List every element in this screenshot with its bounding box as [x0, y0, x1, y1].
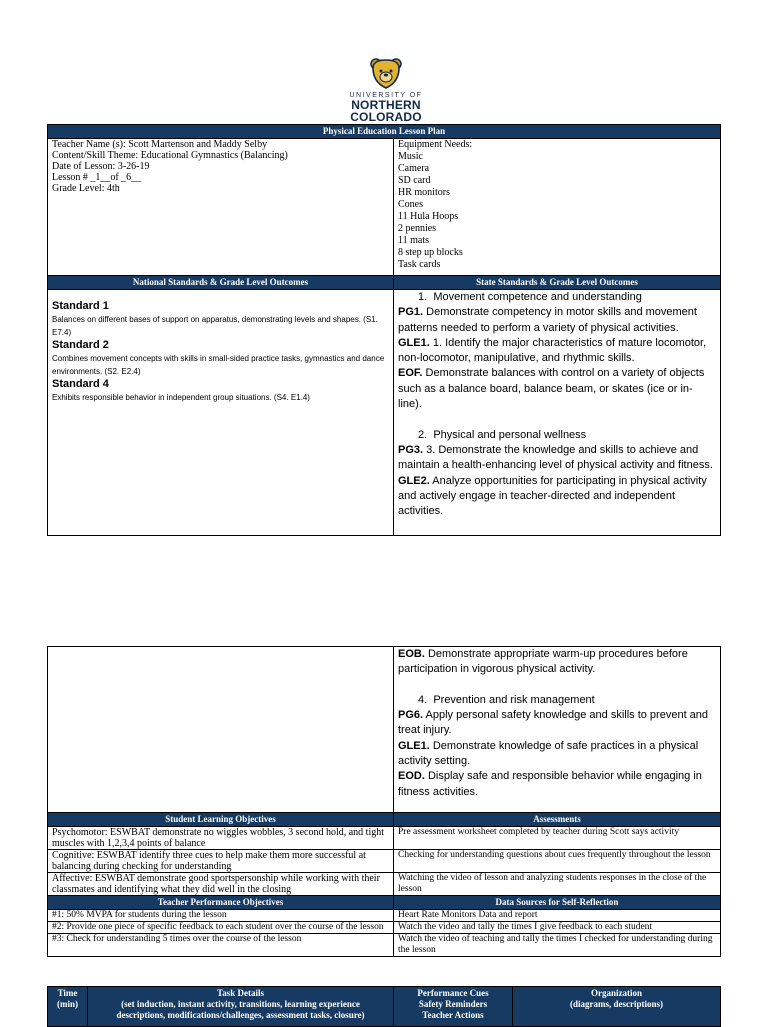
- organization-header: Organization (diagrams, descriptions): [513, 987, 721, 1027]
- standard-title: Standard 4: [52, 378, 109, 390]
- state-section-heading: 4. Prevention and risk management: [418, 693, 595, 706]
- state-standards-header: State Standards & Grade Level Outcomes: [394, 276, 721, 290]
- equipment-line: 11 mats: [398, 235, 430, 246]
- slo-header: Student Learning Objectives: [48, 813, 394, 827]
- equipment-line: HR monitors: [398, 187, 450, 198]
- equipment-line: 8 step up blocks: [398, 247, 463, 258]
- task-details-header: Task Details (set induction, instant activity, transitions, learning experience descriptions, modifications/challenges, assessment tasks, closure): [88, 987, 394, 1027]
- assessment-cognitive: Checking for understanding questions about cues frequently throughout the lesson: [394, 850, 721, 873]
- slo-affective: Affective: ESWBAT demonstrate good sportspersonship while working with their classmates and identifying what they did well in the closing: [48, 873, 394, 896]
- teacher-info-cell: [48, 139, 394, 276]
- tpo-1: #1: 50% MVPA for students during the lesson: [48, 910, 394, 922]
- standard-title: Standard 1: [52, 300, 109, 312]
- standard-text: Combines movement concepts with skills in small-sided practice tasks, gymnastics and dance environments. (S2. E2.4): [52, 354, 385, 376]
- bear-mascot-icon: [369, 56, 403, 90]
- tpo-3: #3: Check for understanding 5 times over the course of the lesson: [48, 934, 394, 957]
- state-standard-item: PG3. 3. Demonstrate the knowledge and skills to achieve and maintain a health-enhancing level of physical activity and fitness.: [398, 443, 713, 472]
- lesson-plan-title: Physical Education Lesson Plan: [48, 125, 721, 139]
- empty-national-cell: [48, 647, 394, 813]
- standard-title: Standard 2: [52, 339, 109, 351]
- standard-text: Exhibits responsible behavior in independent group situations. (S4. E1.4): [52, 393, 310, 402]
- state-standard-item: PG6. Apply personal safety knowledge and skills to prevent and treat injury.: [398, 709, 709, 737]
- performance-cues-header: Performance Cues Safety Reminders Teacher Actions: [394, 987, 513, 1027]
- state-standard-item: GLE1. Demonstrate knowledge of safe practices in a physical activity setting.: [398, 739, 699, 768]
- info-line: Grade Level: 4th: [52, 183, 120, 194]
- university-logo: [318, 56, 454, 124]
- state-standard-item: EOB. Demonstrate appropriate warm-up procedures before participation in vigorous physical activity.: [398, 648, 688, 676]
- logo-northern-colorado: NORTHERN COLORADO: [350, 98, 422, 124]
- data-source-2: Watch the video and tally the times I give feedback to each student: [394, 922, 721, 934]
- task-details-header-table: [47, 986, 721, 1027]
- assessment-affective: Watching the video of lesson and analyzing students responses in the close of the lesson: [394, 873, 721, 896]
- state-standards-cell: [394, 290, 721, 536]
- state-section-heading: 1. Movement competence and understanding: [418, 291, 642, 303]
- state-section-heading: 2. Physical and personal wellness: [418, 428, 587, 441]
- equipment-line: 2 pennies: [398, 223, 437, 234]
- state-standards-cell-continued: [394, 647, 721, 813]
- tpo-2: #2: Provide one piece of specific feedback to each student over the course of the lesson: [48, 922, 394, 934]
- state-standard-item: EOD. Display safe and responsible behavior while engaging in fitness activities.: [398, 770, 702, 798]
- info-line: Date of Lesson: 3-26-19: [52, 161, 150, 172]
- state-standard-item: GLE2. Analyze opportunities for participating in physical activity and actively engage in teacher-directed and independent activities.: [398, 474, 707, 518]
- equipment-line: Camera: [398, 163, 430, 174]
- data-sources-header: Data Sources for Self-Reflection: [394, 896, 721, 910]
- state-standard-item: PG1. Demonstrate competency in motor skills and movement patterns needed to perform a variety of physical activities.: [398, 306, 697, 334]
- lesson-plan-table-1: [47, 124, 721, 536]
- national-standards-cell: [48, 290, 394, 536]
- info-line: Content/Skill Theme: Educational Gymnastics (Balancing): [52, 150, 288, 161]
- time-header: Time (min): [48, 987, 88, 1027]
- data-source-3: Watch the video of teaching and tally the times I checked for understanding during the lesson: [394, 934, 721, 957]
- slo-psychomotor: Psychomotor: ESWBAT demonstrate no wiggles wobbles, 3 second hold, and tight muscles with 1,2,3,4 points of balance: [48, 827, 394, 850]
- equipment-cell: [394, 139, 721, 276]
- equipment-line: Cones: [398, 199, 423, 210]
- equipment-line: Equipment Needs:: [398, 139, 473, 150]
- tpo-header: Teacher Performance Objectives: [48, 896, 394, 910]
- slo-cognitive: Cognitive: ESWBAT identify three cues to help make them more successful at balancing during checking for understanding: [48, 850, 394, 873]
- logo-university-of: UNIVERSITY OF: [349, 92, 423, 99]
- state-standard-item: EOF. Demonstrate balances with control on a variety of objects such as a balance board, balance beam, or skates (ice or in-line).: [398, 367, 705, 411]
- equipment-line: SD card: [398, 175, 431, 186]
- state-standard-item: GLE1. 1. Identify the major characteristics of mature locomotor, non-locomotor, manipulative, and rhythmic skills.: [398, 336, 707, 365]
- info-line: Teacher Name (s): Scott Martenson and Maddy Selby: [52, 139, 268, 150]
- data-source-1: Heart Rate Monitors Data and report: [394, 910, 721, 922]
- equipment-line: Music: [398, 151, 423, 162]
- assessment-psychomotor: Pre assessment worksheet completed by teacher during Scott says activity: [394, 827, 721, 850]
- lesson-plan-table-2: [47, 646, 721, 957]
- assessments-header: Assessments: [394, 813, 721, 827]
- national-standards-header: National Standards & Grade Level Outcomes: [48, 276, 394, 290]
- equipment-line: Task cards: [398, 259, 441, 270]
- info-line: Lesson # _1__of _6__: [52, 172, 142, 183]
- equipment-line: 11 Hula Hoops: [398, 211, 459, 222]
- standard-text: Balances on different bases of support on apparatus, demonstrating levels and shapes. (S1. E7.4): [52, 315, 378, 337]
